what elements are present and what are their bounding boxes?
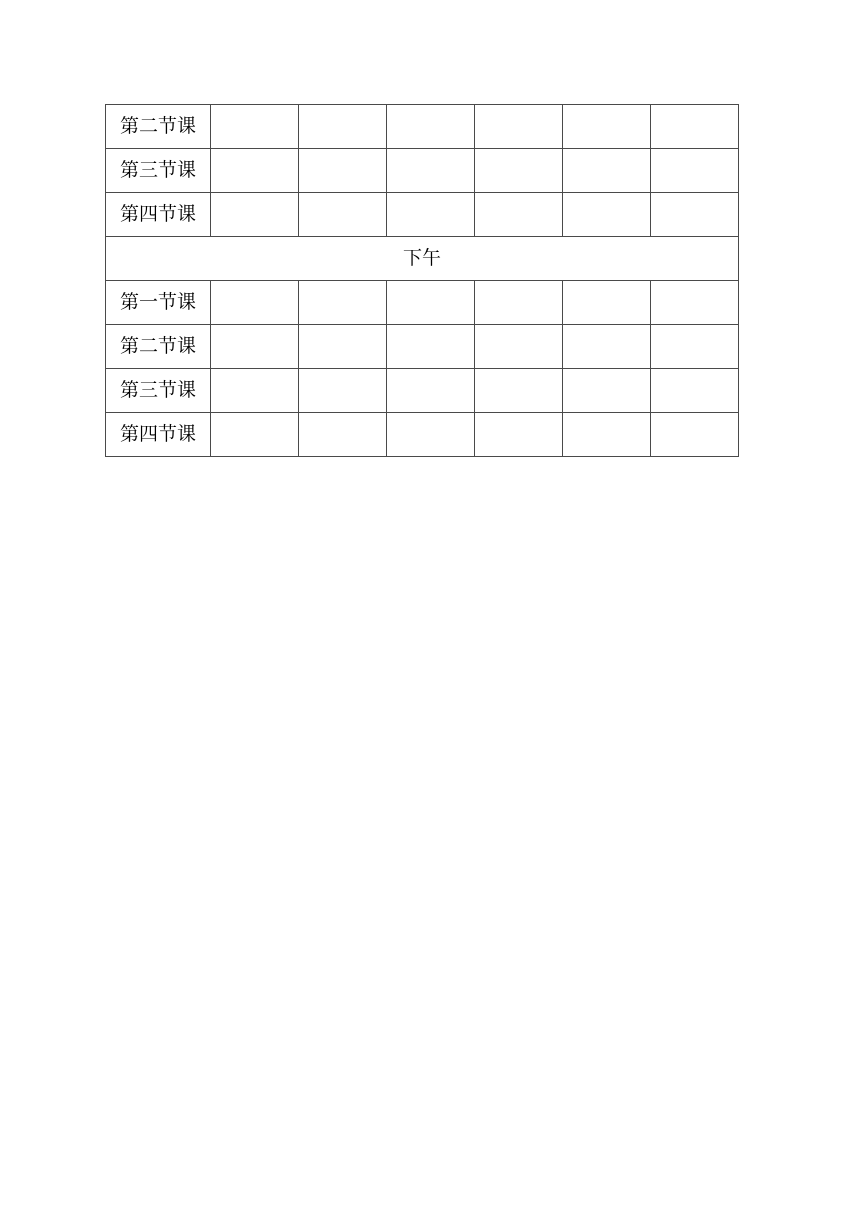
schedule-cell (651, 105, 739, 149)
schedule-cell (211, 281, 299, 325)
table-row (106, 413, 739, 457)
schedule-cell (387, 369, 475, 413)
table-row (106, 149, 739, 193)
schedule-cell (475, 369, 563, 413)
schedule-cell (387, 193, 475, 237)
schedule-cell (563, 105, 651, 149)
schedule-cell (299, 149, 387, 193)
table-row (106, 325, 739, 369)
schedule-cell (211, 193, 299, 237)
period-label: 第三节课 (106, 369, 211, 413)
schedule-cell (299, 413, 387, 457)
schedule-cell (299, 281, 387, 325)
schedule-cell (651, 193, 739, 237)
period-label: 第三节课 (106, 149, 211, 193)
schedule-cell (651, 325, 739, 369)
schedule-cell (475, 413, 563, 457)
schedule-cell (475, 149, 563, 193)
schedule-cell (211, 325, 299, 369)
table-row (106, 193, 739, 237)
schedule-cell (563, 369, 651, 413)
afternoon-section-header: 下午 (106, 237, 739, 281)
table-row (106, 105, 739, 149)
period-label: 第四节课 (106, 413, 211, 457)
schedule-cell (211, 369, 299, 413)
period-label: 第四节课 (106, 193, 211, 237)
schedule-cell (387, 105, 475, 149)
schedule-cell (475, 281, 563, 325)
table-row (106, 281, 739, 325)
schedule-cell (651, 413, 739, 457)
schedule-cell (211, 105, 299, 149)
schedule-cell (475, 105, 563, 149)
schedule-cell (563, 149, 651, 193)
schedule-cell (299, 369, 387, 413)
schedule-cell (211, 413, 299, 457)
schedule-cell (475, 193, 563, 237)
schedule-cell (299, 193, 387, 237)
table-row (106, 237, 739, 281)
schedule-cell (299, 325, 387, 369)
schedule-cell (563, 413, 651, 457)
period-label: 第二节课 (106, 325, 211, 369)
class-schedule-table (105, 104, 739, 457)
schedule-cell (387, 149, 475, 193)
schedule-cell (651, 281, 739, 325)
schedule-cell (387, 325, 475, 369)
period-label: 第一节课 (106, 281, 211, 325)
schedule-cell (563, 325, 651, 369)
schedule-cell (563, 281, 651, 325)
schedule-cell (563, 193, 651, 237)
schedule-cell (387, 281, 475, 325)
schedule-cell (651, 149, 739, 193)
period-label: 第二节课 (106, 105, 211, 149)
schedule-cell (299, 105, 387, 149)
schedule-cell (211, 149, 299, 193)
schedule-cell (651, 369, 739, 413)
schedule-cell (475, 325, 563, 369)
table-row (106, 369, 739, 413)
schedule-cell (387, 413, 475, 457)
